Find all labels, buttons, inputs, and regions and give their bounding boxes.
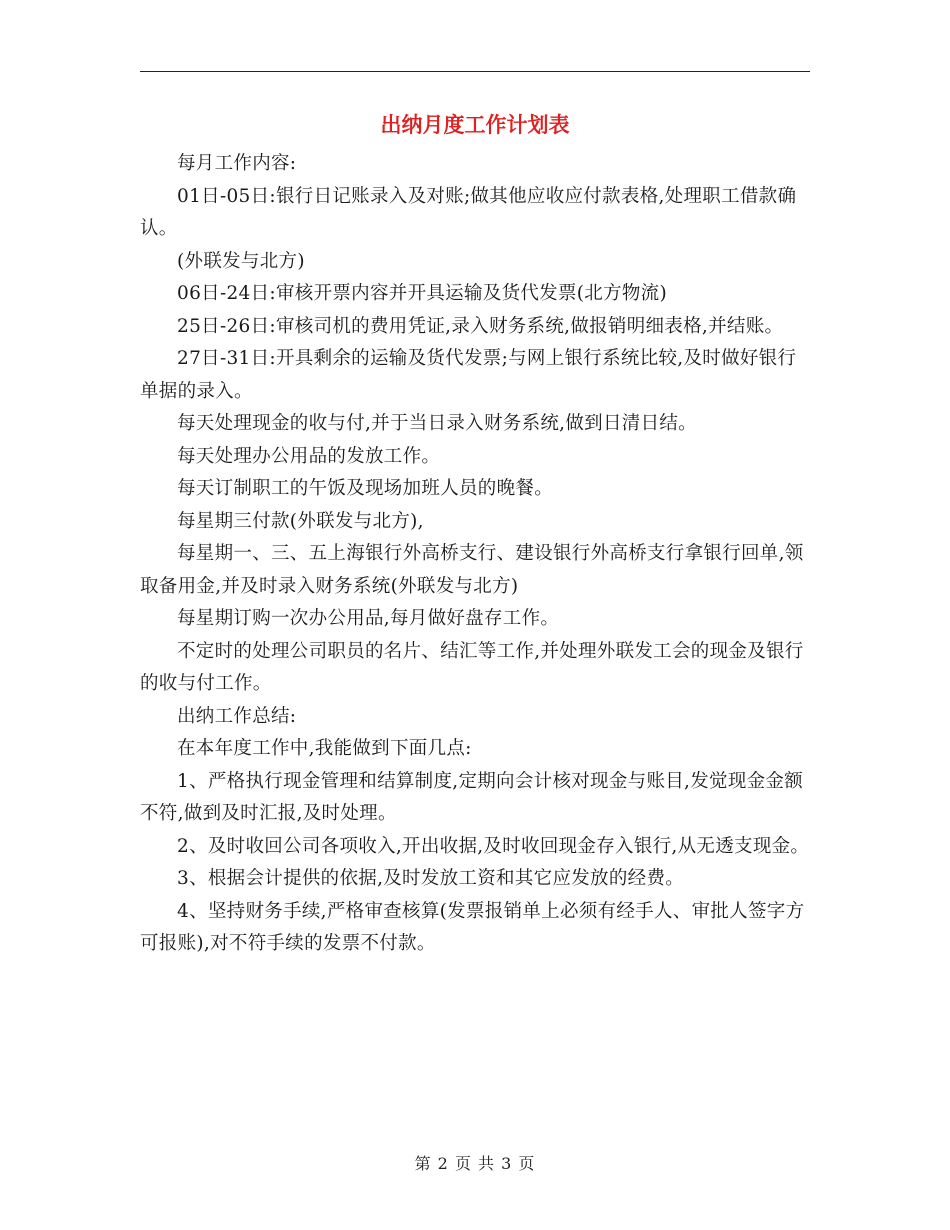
- paragraph: 每天处理办公用品的发放工作。: [177, 445, 441, 467]
- paragraph: 25日-26日:审核司机的费用凭证,录入财务系统,做报销明细表格,并结账。: [177, 315, 784, 337]
- document-body: [140, 148, 812, 961]
- paragraph: 每星期三付款(外联发与北方),: [177, 510, 424, 532]
- paragraph: 2、及时收回公司各项收入,开出收据,及时收回现金存入银行,从无透支现金。: [177, 835, 810, 857]
- paragraph: 在本年度工作中,我能做到下面几点:: [177, 738, 472, 759]
- paragraph: 出纳工作总结:: [177, 705, 297, 727]
- paragraph: 1、严格执行现金管理和结算制度,定期向会计核对现金与账目,发觉现金金额不符,做到及时汇报,及时处理。: [140, 770, 804, 824]
- paragraph: 不定时的处理公司职员的名片、结汇等工作,并处理外联发工会的现金及银行的收与付工作。: [140, 640, 804, 694]
- header-rule: [140, 71, 810, 72]
- paragraph: 每天处理现金的收与付,并于当日录入财务系统,做到日清日结。: [177, 413, 697, 434]
- paragraph: (外联发与北方): [177, 250, 305, 272]
- paragraph: 每月工作内容:: [177, 153, 297, 174]
- paragraph: 4、坚持财务手续,严格审查核算(发票报销单上必须有经手人、审批人签字方可报账),对不符手续的发票不付款。: [140, 900, 805, 954]
- paragraph: 01日-05日:银行日记账录入及对账;做其他应收应付款表格,处理职工借款确认。: [140, 185, 797, 239]
- document-title: 出纳月度工作计划表: [380, 112, 570, 137]
- paragraph: 06日-24日:审核开票内容并开具运输及货代发票(北方物流): [177, 283, 668, 304]
- paragraph: 27日-31日:开具剩余的运输及货代发票;与网上银行系统比较,及时做好银行单据的录入。: [140, 348, 797, 402]
- paragraph: 每天订制职工的午饭及现场加班人员的晚餐。: [177, 478, 554, 499]
- paragraph: 每星期订购一次办公用品,每月做好盘存工作。: [177, 608, 560, 629]
- page-number: 第 2 页 共 3 页: [414, 1154, 536, 1173]
- paragraph: 每星期一、三、五上海银行外高桥支行、建设银行外高桥支行拿银行回单,领取备用金,并及时录入财务系统(外联发与北方): [140, 543, 804, 597]
- paragraph: 3、根据会计提供的依据,及时发放工资和其它应发放的经费。: [177, 868, 685, 889]
